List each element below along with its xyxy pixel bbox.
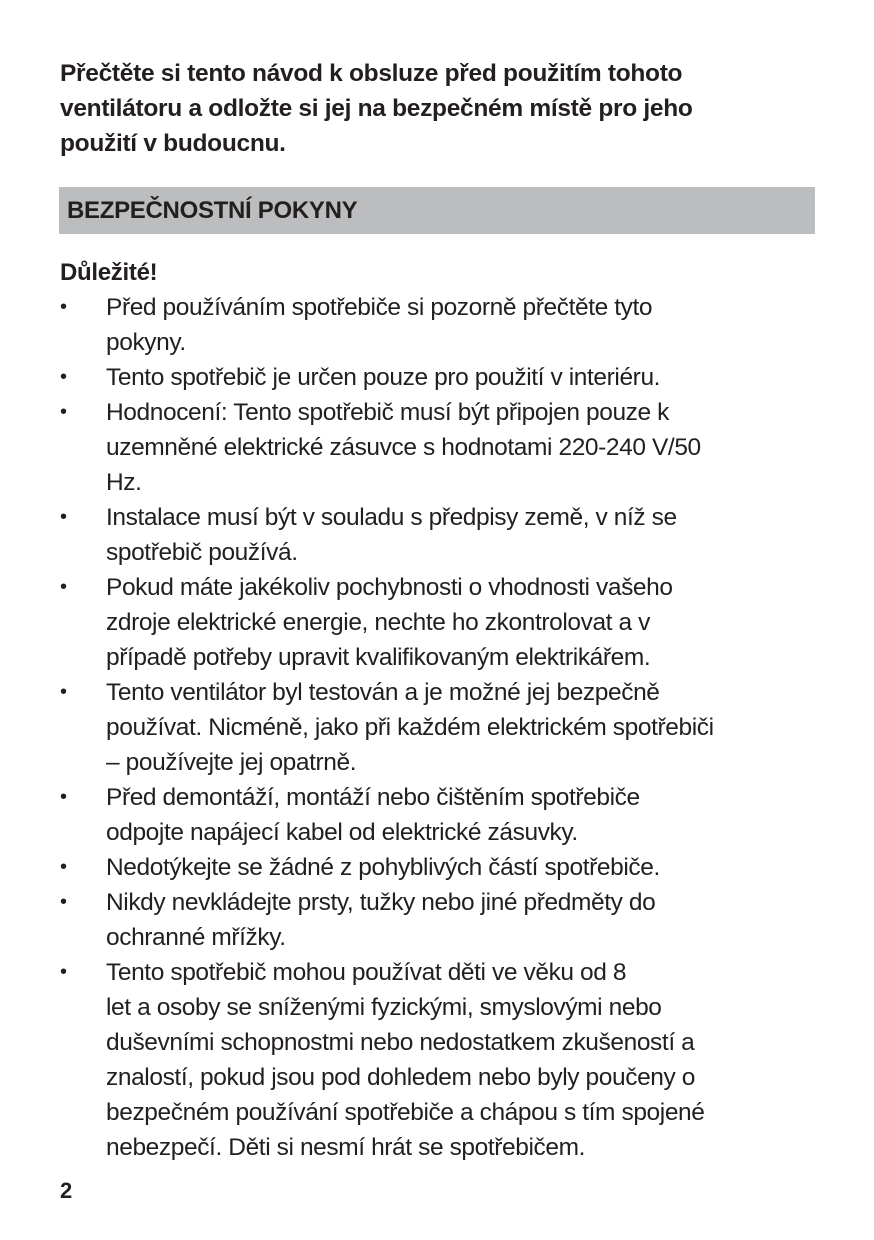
item-line: Hodnocení: Tento spotřebič musí být připojen pouze k [106,399,670,426]
intro-line: Přečtěte si tento návod k obsluze před použitím tohoto [60,60,683,87]
item-line: Instalace musí být v souladu s předpisy země, v níž se [106,504,677,531]
bullet-icon: • [60,856,67,878]
item-line: uzemněné elektrické zásuvce s hodnotami 220-240 V/50 [106,434,701,461]
bullet-icon: • [60,891,67,913]
bullet-icon: • [60,681,67,703]
item-line: spotřebič používá. [106,539,298,566]
item-line: Tento spotřebič je určen pouze pro použití v interiéru. [106,364,661,391]
item-line: Nedotýkejte se žádné z pohyblivých částí spotřebiče. [106,854,660,881]
section-header-bar [59,187,815,234]
list-item [60,675,840,780]
list-item [60,850,840,885]
list-item [60,290,840,360]
item-line: Pokud máte jakékoliv pochybnosti o vhodnosti vašeho [106,574,673,601]
section-title: BEZPEČNOSTNÍ POKYNY [67,197,358,224]
item-line: pokyny. [106,329,186,356]
intro-paragraph [60,56,820,161]
item-line: Před demontáží, montáží nebo čištěním spotřebiče [106,784,640,811]
page-number: 2 [60,1178,73,1203]
intro-line: použití v budoucnu. [60,130,286,157]
important-label: Důležité! [60,259,158,286]
item-line: – používejte jej opatrně. [106,749,357,776]
item-line: zdroje elektrické energie, nechte ho zkontrolovat a v [106,609,650,636]
item-line: odpojte napájecí kabel od elektrické zásuvky. [106,819,578,846]
bullet-icon: • [60,961,67,983]
list-item [60,395,840,500]
item-line: znalostí, pokud jsou pod dohledem nebo byly poučeny o [106,1064,696,1091]
bullet-icon: • [60,576,67,598]
item-line: nebezpečí. Děti si nesmí hrát se spotřebičem. [106,1134,586,1161]
item-line: používat. Nicméně, jako při každém elektrickém spotřebiči [106,714,714,741]
list-item [60,360,840,395]
item-line: ochranné mřížky. [106,924,286,951]
item-line: Před používáním spotřebiče si pozorně přečtěte tyto [106,294,653,321]
list-item [60,955,840,1165]
item-line: let a osoby se sníženými fyzickými, smyslovými nebo [106,994,662,1021]
safety-instructions-list [60,290,840,1165]
item-line: Tento ventilátor byl testován a je možné jej bezpečně [106,679,660,706]
bullet-icon: • [60,786,67,808]
list-item [60,885,840,955]
list-item [60,780,840,850]
intro-line: ventilátoru a odložte si jej na bezpečném místě pro jeho [60,95,693,122]
list-item [60,570,840,675]
bullet-icon: • [60,506,67,528]
bullet-icon: • [60,296,67,318]
item-line: Tento spotřebič mohou používat děti ve věku od 8 [106,959,627,986]
bullet-icon: • [60,401,67,423]
item-line: duševními schopnostmi nebo nedostatkem zkušeností a [106,1029,695,1056]
item-line: bezpečném používání spotřebiče a chápou s tím spojené [106,1099,705,1126]
list-item [60,500,840,570]
item-line: případě potřeby upravit kvalifikovaným elektrikářem. [106,644,651,671]
bullet-icon: • [60,366,67,388]
item-line: Hz. [106,469,142,496]
item-line: Nikdy nevkládejte prsty, tužky nebo jiné předměty do [106,889,656,916]
